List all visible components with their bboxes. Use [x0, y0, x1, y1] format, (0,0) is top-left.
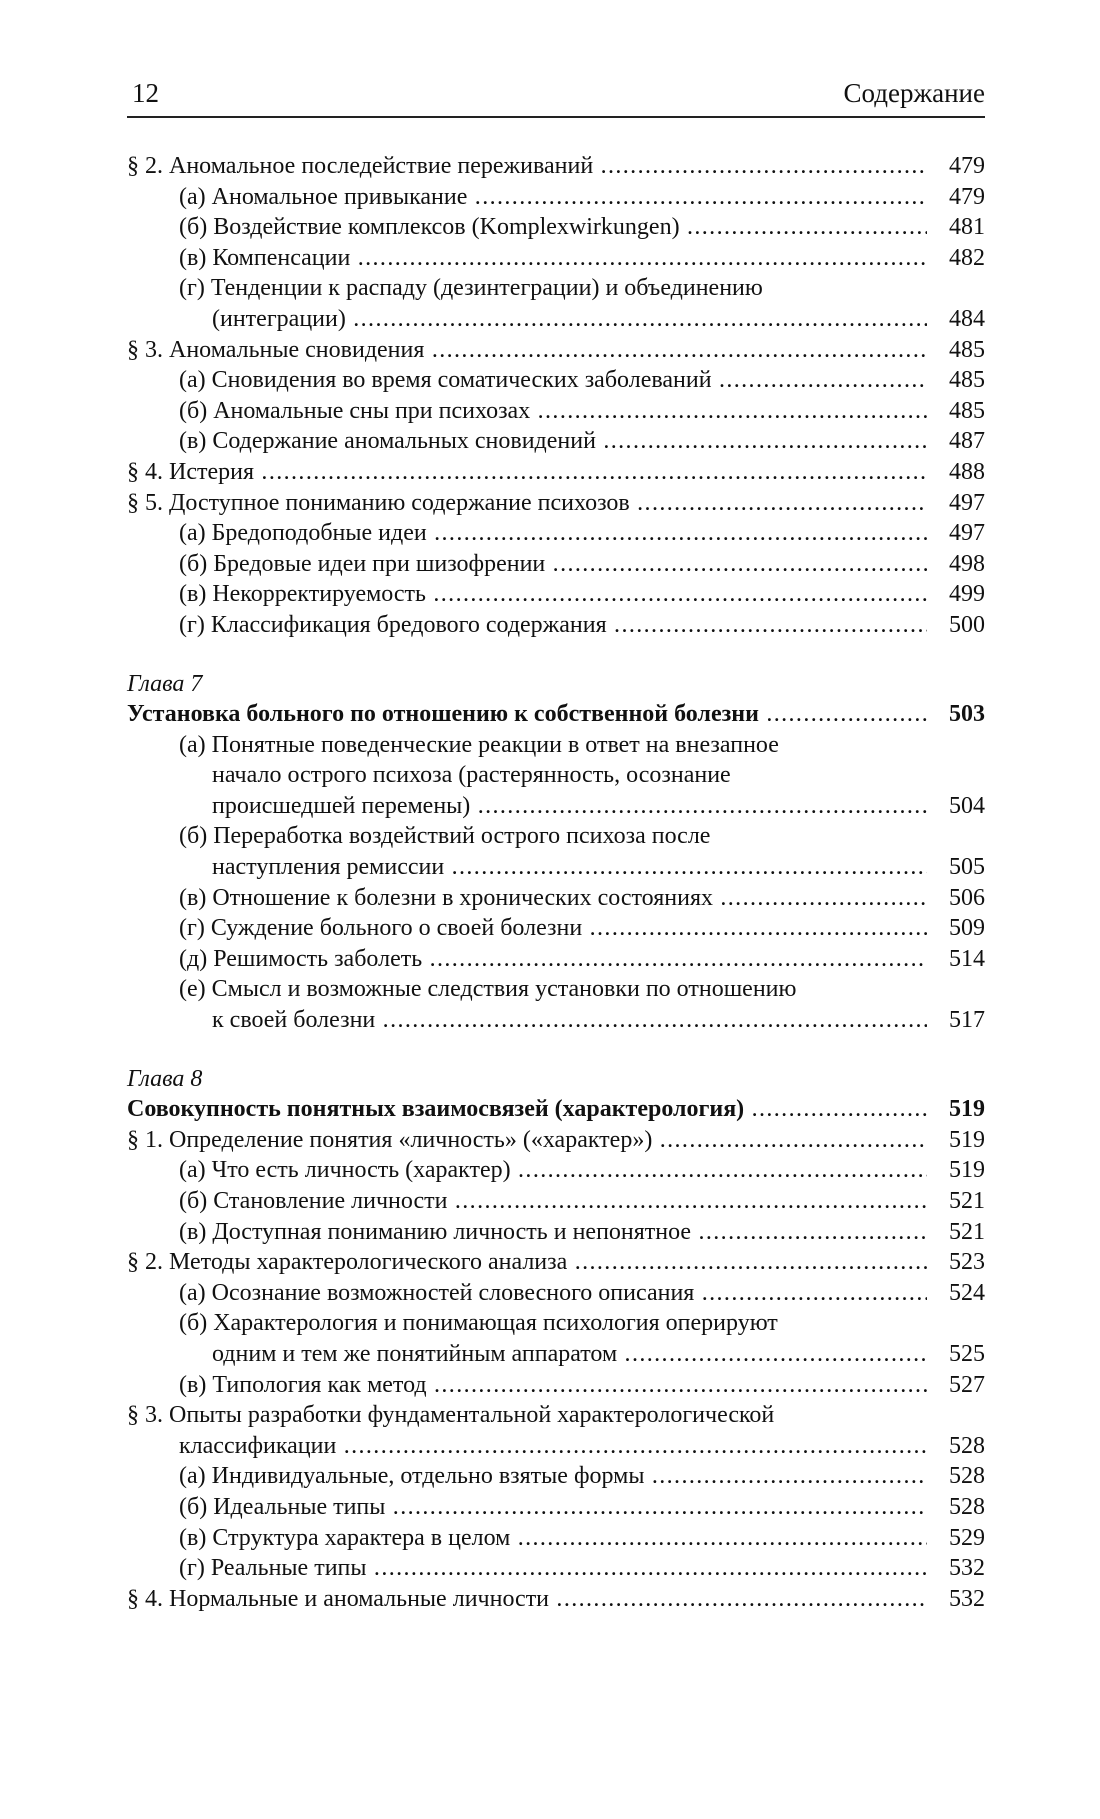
toc-entry-text: наступления ремиссии ..... [212, 852, 927, 883]
toc-entry-page-number: 523 [949, 1249, 985, 1276]
toc-entry-text: § 3. Аномальные сновидения ..... [127, 335, 927, 366]
toc-entry[interactable] [127, 1370, 985, 1401]
toc-entry-page-number: 529 [949, 1524, 985, 1551]
toc-entry[interactable] [127, 335, 985, 366]
toc-entry-text: начало острого психоза (растерянность, осознание [212, 762, 731, 789]
toc-entry-text: § 2. Методы характерологического анализа ..... [127, 1247, 927, 1278]
page-number: 12 [132, 78, 159, 108]
toc-entry-page-number: 528 [949, 1493, 985, 1520]
toc-entry-text: (в) Компенсации ..... [179, 243, 927, 274]
toc-entry-page-number: 479 [949, 153, 985, 179]
running-head [127, 72, 985, 118]
toc-entry[interactable] [127, 579, 985, 610]
toc-entry-text: (б) Становление личности ..... [179, 1186, 927, 1217]
toc-entry-text: (а) Индивидуальные, отдельно взятые формы ..... [179, 1461, 927, 1492]
toc-entry[interactable] [127, 182, 985, 213]
chapter-label-text: Глава 8 [127, 1065, 203, 1092]
toc-entry-text: (б) Характерология и понимающая психология оперируют [179, 1310, 778, 1337]
toc-entry-page-number: 519 [949, 1157, 985, 1184]
toc-entry [127, 821, 985, 852]
toc-entry-text: (б) Бредовые идеи при шизофрении ..... [179, 549, 927, 580]
toc-entry-text: (б) Переработка воздействий острого психоза после [179, 823, 711, 850]
toc-entry-text: (г) Классификация бредового содержания ..... [179, 610, 927, 641]
toc-entry-page-number: 504 [949, 792, 985, 819]
toc-entry[interactable] [127, 1339, 985, 1370]
toc-entry-page-number: 485 [949, 397, 985, 424]
toc-entry[interactable] [127, 1431, 985, 1462]
chapter-label-text: Глава 7 [127, 670, 203, 697]
toc-entry[interactable] [127, 457, 985, 488]
toc-entry-text: (в) Отношение к болезни в хронических состояниях ..... [179, 883, 927, 914]
toc-entry [127, 1400, 985, 1431]
toc-entry[interactable] [127, 396, 985, 427]
toc-entry-text: классификации ..... [179, 1431, 927, 1462]
chapter-8-title-row[interactable] [127, 1094, 985, 1125]
chapter-title-text: Совокупность понятных взаимосвязей (характерология) ..... [127, 1094, 927, 1125]
toc-entry-page-number: 498 [949, 550, 985, 577]
toc-entry-page-number: 519 [949, 1126, 985, 1153]
toc-entry[interactable] [127, 1584, 985, 1615]
toc-entry-text: § 3. Опыты разработки фундаментальной характерологической [127, 1402, 775, 1429]
toc-entry-text: (в) Типология как метод ..... [179, 1370, 927, 1401]
toc-entry-text: (д) Решимость заболеть ..... [179, 944, 927, 975]
toc-entry-page-number: 521 [949, 1188, 985, 1214]
toc-entry-page-number: 482 [949, 244, 985, 271]
toc-entry[interactable] [127, 1523, 985, 1554]
toc-entry-page-number: 527 [949, 1371, 985, 1398]
toc-entry[interactable] [127, 151, 985, 182]
toc-entry-text: (а) Что есть личность (характер) ..... [179, 1155, 927, 1186]
toc-entry-page-number: 487 [949, 428, 985, 455]
toc-entry-text: § 5. Доступное пониманию содержание психозов ..... [127, 488, 927, 519]
toc-section-chapter-7 [127, 730, 985, 1036]
toc-entry-text: к своей болезни ..... [212, 1005, 927, 1036]
toc-entry[interactable] [127, 1217, 985, 1248]
toc-entry-page-number: 497 [949, 520, 985, 547]
chapter-7-label [127, 669, 985, 700]
toc-entry[interactable] [127, 852, 985, 883]
toc-entry-text: (а) Осознание возможностей словесного описания ..... [179, 1278, 927, 1309]
toc-entry-text: § 1. Определение понятия «личность» («характер») ..... [127, 1125, 927, 1156]
toc-entry[interactable] [127, 1247, 985, 1278]
toc-entry-page-number: 517 [949, 1007, 985, 1034]
toc-entry[interactable] [127, 549, 985, 580]
toc-entry[interactable] [127, 243, 985, 274]
toc-entry[interactable] [127, 426, 985, 457]
table-of-contents [127, 151, 985, 1614]
spacer [127, 641, 985, 669]
toc-entry-page-number: 532 [949, 1555, 985, 1582]
toc-entry-page-number: 488 [949, 458, 985, 485]
spacer [127, 1036, 985, 1064]
toc-entry-page-number: 528 [949, 1432, 985, 1459]
toc-entry-text: (а) Аномальное привыкание ..... [179, 182, 927, 213]
toc-entry-text: (а) Бредоподобные идеи ..... [179, 518, 927, 549]
toc-entry[interactable] [127, 1155, 985, 1186]
toc-entry-page-number: 528 [949, 1463, 985, 1490]
toc-entry-page-number: 484 [949, 305, 985, 332]
toc-entry[interactable] [127, 791, 985, 822]
toc-entry [127, 730, 985, 761]
toc-entry-page-number: 514 [949, 945, 985, 972]
toc-entry-page-number: 524 [949, 1279, 985, 1306]
toc-entry[interactable] [127, 212, 985, 243]
toc-entry-text: (г) Суждение больного о своей болезни ..... [179, 913, 927, 944]
toc-entry[interactable] [127, 944, 985, 975]
chapter-8-label [127, 1064, 985, 1095]
toc-entry-text: (б) Аномальные сны при психозах ..... [179, 396, 927, 427]
toc-entry-page-number: 499 [949, 581, 985, 608]
toc-entry[interactable] [127, 610, 985, 641]
toc-entry-text: (в) Содержание аномальных сновидений ..... [179, 426, 927, 457]
toc-entry-text: (в) Некорректируемость ..... [179, 579, 927, 610]
chapter-title-page: 503 [949, 701, 985, 728]
toc-entry[interactable] [127, 1278, 985, 1309]
toc-entry-text: (а) Понятные поведенческие реакции в ответ на внезапное [179, 731, 779, 758]
toc-entry-text: (а) Сновидения во время соматических заболеваний ..... [179, 365, 927, 396]
toc-entry[interactable] [127, 1492, 985, 1523]
toc-entry-text: (г) Тенденции к распаду (дезинтеграции) и объединению [179, 275, 763, 302]
toc-entry-page-number: 509 [949, 915, 985, 942]
toc-entry-page-number: 485 [949, 336, 985, 363]
toc-entry-text: (в) Доступная пониманию личность и непонятное ..... [179, 1217, 927, 1248]
running-title: Содержание [843, 78, 985, 108]
toc-entry[interactable] [127, 1005, 985, 1036]
toc-entry[interactable] [127, 1186, 985, 1217]
toc-entry[interactable] [127, 913, 985, 944]
toc-entry[interactable] [127, 1553, 985, 1584]
toc-entry[interactable] [127, 304, 985, 335]
toc-entry[interactable] [127, 1461, 985, 1492]
toc-entry-text: § 4. Нормальные и аномальные личности ..... [127, 1584, 927, 1615]
toc-entry[interactable] [127, 488, 985, 519]
toc-entry-text: § 2. Аномальное последействие переживаний ..... [127, 151, 927, 182]
toc-entry [127, 273, 985, 304]
toc-entry-text: (интеграции) ..... [212, 304, 927, 335]
toc-entry-page-number: 506 [949, 884, 985, 911]
toc-section-chapter-8 [127, 1125, 985, 1615]
toc-entry [127, 760, 985, 791]
toc-entry [127, 1308, 985, 1339]
toc-section-chapter-6-continued [127, 151, 985, 641]
toc-entry-page-number: 497 [949, 489, 985, 516]
toc-entry-text: (в) Структура характера в целом ..... [179, 1523, 927, 1554]
toc-entry-text: (б) Идеальные типы ..... [179, 1492, 927, 1523]
toc-entry-page-number: 479 [949, 183, 985, 210]
chapter-title-page: 519 [949, 1096, 985, 1123]
chapter-7-title-row[interactable] [127, 699, 985, 730]
toc-entry[interactable] [127, 1125, 985, 1156]
toc-entry[interactable] [127, 883, 985, 914]
toc-entry-page-number: 521 [949, 1218, 985, 1245]
chapter-title-text: Установка больного по отношению к собственной болезни ..... [127, 699, 927, 730]
toc-entry-page-number: 500 [949, 611, 985, 638]
toc-entry-text: происшедшей перемены) ..... [212, 791, 927, 822]
toc-entry-page-number: 505 [949, 854, 985, 881]
toc-entry-text: § 4. Истерия ..... [127, 457, 927, 488]
toc-entry[interactable] [127, 518, 985, 549]
toc-entry[interactable] [127, 365, 985, 396]
toc-entry-text: одним и тем же понятийным аппаратом ..... [212, 1339, 927, 1370]
toc-entry [127, 974, 985, 1005]
toc-entry-page-number: 525 [949, 1340, 985, 1367]
toc-entry-text: (г) Реальные типы ..... [179, 1553, 927, 1584]
toc-entry-page-number: 481 [949, 214, 985, 241]
toc-entry-text: (б) Воздействие комплексов (Komplexwirkungen) ..... [179, 212, 927, 243]
toc-entry-text: (е) Смысл и возможные следствия установки по отношению [179, 976, 797, 1003]
toc-entry-page-number: 532 [949, 1585, 985, 1612]
toc-entry-page-number: 485 [949, 367, 985, 394]
